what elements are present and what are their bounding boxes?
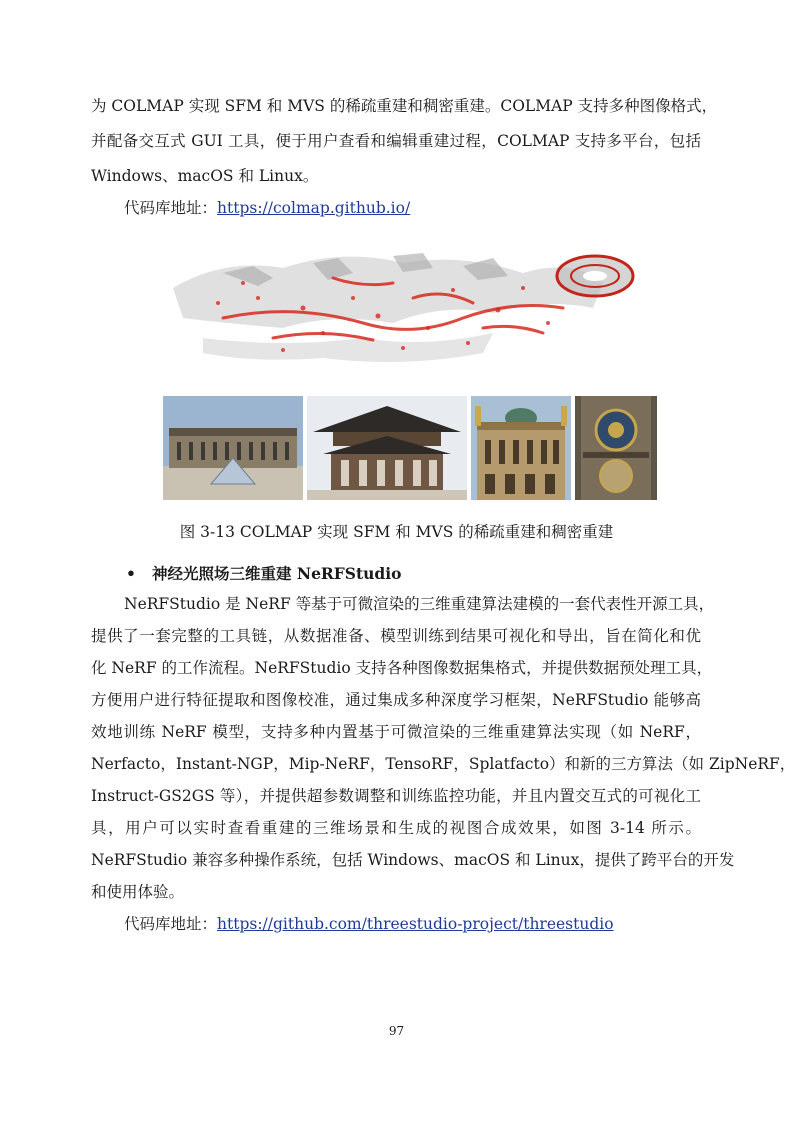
paragraph2-line-6: Nerfacto，Instant-NGP，Mip-NeRF，TensoRF，Splatfacto）和新的三方算法（如 ZipNeRF， xyxy=(91,755,795,773)
page-number: 97 xyxy=(388,1024,405,1038)
temple-photo xyxy=(307,396,467,500)
bullet-icon: • xyxy=(126,564,136,583)
paragraph2-line-3: 化 NeRF 的工作流程。NeRFStudio 支持各种图像数据集格式，并提供数据预处理工具， xyxy=(91,659,713,677)
paragraph2-line-9: NeRFStudio 兼容多种操作系统，包括 Windows、macOS 和 Linux，提供了跨平台的开发 xyxy=(91,851,735,869)
clock-tower-photo xyxy=(575,396,657,500)
paragraph2-line-5: 效地训练 NeRF 模型，支持多种内置基于可微渲染的三维重建算法实现（如 NeRF， xyxy=(91,723,701,741)
paragraph2-line-8: 具，用户可以实时查看重建的三维场景和生成的视图合成效果，如图 3-14 所示。 xyxy=(91,819,701,837)
paragraph2-line-10: 和使用体验。 xyxy=(91,883,185,901)
point-cloud-drawing xyxy=(163,228,657,390)
colosseum-ring xyxy=(557,256,633,296)
repo-line-1 xyxy=(124,198,701,218)
section-title: 神经光照场三维重建 NeRFStudio xyxy=(152,564,402,583)
opera-photo xyxy=(471,396,571,500)
paragraph1-line-2: 并配备交互式 GUI 工具，便于用户查看和编辑重建过程，COLMAP 支持多平台，包括 xyxy=(91,132,701,150)
repo-label: 代码库地址： xyxy=(124,199,218,217)
paragraph2-line-4: 方便用户进行特征提取和图像校准，通过集成多种深度学习框架，NeRFStudio 能够高 xyxy=(91,691,701,709)
section-heading xyxy=(126,562,402,584)
paragraph2-line-2: 提供了一套完整的工具链，从数据准备、模型训练到结果可视化和导出，旨在简化和优 xyxy=(91,627,701,645)
repo-label: 代码库地址： xyxy=(124,915,218,933)
colmap-repo-link[interactable]: https://colmap.github.io/ xyxy=(217,199,411,217)
paragraph2-line-1: NeRFStudio 是 NeRF 等基于可微渲染的三维重建算法建模的一套代表性开源工具， xyxy=(124,595,715,613)
landmark-photos-drawing xyxy=(163,396,657,500)
repo-line-2 xyxy=(124,914,701,934)
figure-caption: 图 3-13 COLMAP 实现 SFM 和 MVS 的稀疏重建和稠密重建 xyxy=(179,523,614,541)
louvre-photo xyxy=(163,396,303,500)
sparse-point-cloud-image xyxy=(163,228,657,390)
paragraph2-line-7: Instruct-GS2GS 等），并提供超参数调整和训练监控功能，并且内置交互式的可视化工 xyxy=(91,787,701,805)
paragraph1-line-1: 为 COLMAP 实现 SFM 和 MVS 的稀疏重建和稠密重建。COLMAP 支持多种图像格式， xyxy=(91,97,718,115)
threestudio-repo-link[interactable]: https://github.com/threestudio-project/threestudio xyxy=(217,915,614,933)
landmark-photos xyxy=(163,396,657,500)
paragraph1-line-3: Windows、macOS 和 Linux。 xyxy=(91,167,319,185)
